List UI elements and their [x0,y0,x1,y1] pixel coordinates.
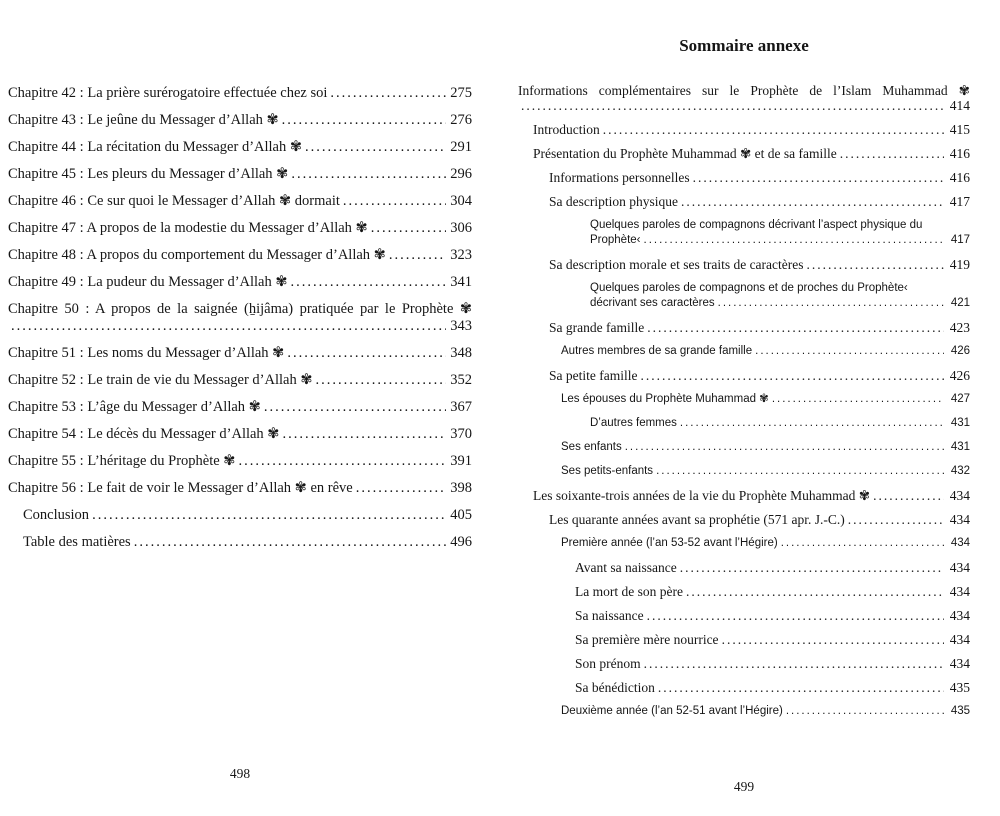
toc-entry [549,368,970,383]
toc-row [8,318,472,335]
toc-entry-label: Informations complémentaires sur le Prophète de l’Islam Muhammad ✾ [518,83,970,98]
toc-entry-page: 414 [949,98,970,113]
dot-leader [343,193,446,210]
toc-entry-label: Chapitre 45 : Les pleurs du Messager d’Allah ✾ [8,166,289,182]
toc-row [561,464,970,479]
toc-entry-page: 391 [450,453,472,469]
toc-entry [561,392,970,407]
toc-entry [575,560,970,575]
left-page [8,0,472,816]
toc-row [533,122,970,137]
toc-row [8,345,472,362]
toc-entry-label: Chapitre 49 : La pudeur du Messager d’Allah ✾ [8,274,288,290]
toc-entry [8,274,472,291]
toc-entry-page: 276 [450,112,472,128]
toc-entry-label: Conclusion [23,507,90,523]
dot-leader [848,512,944,527]
toc-entry-page: 427 [950,393,970,405]
toc-entry [561,536,970,551]
dot-leader [647,608,944,623]
toc-entry-page: 341 [450,274,472,290]
toc-entry-page: 426 [950,345,970,357]
toc-entry-label: Quelques paroles de compagnons et de proches du Prophète‹ [590,282,908,294]
toc-row [8,220,472,237]
toc-entry-label: Sa première mère nourrice [575,632,719,647]
toc-entry [549,320,970,335]
dot-leader [647,320,944,335]
dot-leader [330,85,446,102]
toc-row [590,296,970,311]
toc-entry-page: 417 [950,234,970,246]
toc-entry-page: 417 [949,194,970,209]
toc-entry-label: Chapitre 46 : Ce sur quoi le Messager d’Allah ✾ dormait [8,193,340,209]
toc-entry [8,193,472,210]
toc-entry [8,139,472,156]
toc-entry [8,247,472,264]
toc-entry-label: Quelques paroles de compagnons décrivant l’aspect physique du [590,219,923,231]
toc-row [23,534,472,551]
toc-entry [8,220,472,237]
dot-leader [722,632,944,647]
dot-leader [305,139,446,156]
dot-leader [11,318,446,335]
toc-row [549,257,970,272]
toc-entry-page: 432 [950,465,970,477]
toc-entry [8,301,472,335]
toc-entry-page: 275 [450,85,472,101]
toc-entry [549,194,970,209]
toc-entry-label: La mort de son père [575,584,683,599]
toc-row [8,166,472,183]
toc-row [575,680,970,695]
toc-entry-page: 398 [450,480,472,496]
dot-leader [840,146,944,161]
toc-entry-page: 419 [949,257,970,272]
toc-row [533,488,970,503]
toc-entry-label: Première année (l’an 53-52 avant l’Hégire) [561,537,778,549]
page-title: Sommaire annexe [679,36,809,55]
toc-entry-label: Table des matières [23,534,131,550]
toc-entry-page: 352 [450,372,472,388]
toc-row [8,112,472,129]
toc-row [575,608,970,623]
dot-leader [644,233,944,248]
dot-leader [807,257,944,272]
toc-entry-label: Son prénom [575,656,641,671]
toc-entry-label: Chapitre 43 : Le jeûne du Messager d’Allah ✾ [8,112,279,128]
dot-leader [238,453,446,470]
toc-entry [590,218,970,248]
dot-leader [656,464,944,479]
dot-leader [282,112,446,129]
toc-entry [8,345,472,362]
dot-leader [686,584,944,599]
toc-entry-label: Chapitre 54 : Le décès du Messager d’Allah ✾ [8,426,280,442]
toc-entry-label: Sa naissance [575,608,644,623]
toc-row [8,193,472,210]
toc-row [8,426,472,443]
toc-entry-page: 306 [450,220,472,236]
toc-entry-label: Ses enfants [561,441,622,453]
toc-entry-label: Chapitre 48 : A propos du comportement du Messager d’Allah ✾ [8,247,386,263]
toc-row [549,320,970,335]
dot-leader [680,560,944,575]
toc-entry [8,453,472,470]
toc-row [8,453,472,470]
dot-leader [521,98,944,113]
dot-leader [282,426,446,443]
toc-row [549,194,970,209]
toc-entry-page: 370 [450,426,472,442]
toc-entry [575,680,970,695]
toc-entry-page: 434 [949,584,970,599]
toc-entry-label: Sa description morale et ses traits de caractères [549,257,804,272]
toc-entry [8,85,472,102]
toc-entry [549,257,970,272]
toc-entry-label: Avant sa naissance [575,560,677,575]
toc-entry-page: 348 [450,345,472,361]
toc-row [575,632,970,647]
toc-entry-page: 343 [450,318,472,334]
toc-entry [575,608,970,623]
dot-leader [264,399,446,416]
toc-entry-page: 416 [949,170,970,185]
toc-entry-page: 423 [949,320,970,335]
dot-leader [781,536,944,551]
toc-entry [561,440,970,455]
dot-leader [291,274,446,291]
toc-entry [8,112,472,129]
toc-entry [590,416,970,431]
toc-entry-label: Chapitre 51 : Les noms du Messager d’Allah ✾ [8,345,285,361]
toc-entry-page: 296 [450,166,472,182]
toc-row [561,344,970,359]
toc-row [590,416,970,431]
toc-entry-label: Prophète‹ [590,234,641,246]
dot-leader [658,680,944,695]
toc-entry-label: Introduction [533,122,600,137]
toc-entry-page: 304 [450,193,472,209]
toc-entry-page: 434 [949,608,970,623]
toc-row [575,656,970,671]
toc-entry [8,399,472,416]
page-number-right: 499 [733,779,755,794]
toc-entry-label: Chapitre 55 : L’héritage du Prophète ✾ [8,453,236,469]
toc-entry-label: Autres membres de sa grande famille [561,345,753,357]
dot-leader [315,372,446,389]
toc-entry-label: Sa grande famille [549,320,645,335]
toc-entry [533,146,970,161]
toc-entry-page: 431 [950,441,970,453]
dot-leader [680,416,944,431]
toc-entry [549,512,970,527]
dot-leader [287,345,446,362]
toc-row [561,704,970,719]
toc-entry-label: Chapitre 53 : L’âge du Messager d’Allah ✾ [8,399,261,415]
toc-entry [8,480,472,497]
dot-leader [134,534,446,551]
toc-entry [8,372,472,389]
dot-leader [755,344,944,359]
toc-entry [575,584,970,599]
dot-leader [640,368,944,383]
dot-leader [92,507,446,524]
toc-row [8,399,472,416]
toc-row [549,512,970,527]
toc-entry-page: 291 [450,139,472,155]
dot-leader [718,296,944,311]
toc-entry-page: 435 [950,705,970,717]
dot-leader [603,122,944,137]
toc-entry [23,507,472,524]
toc-entry [590,281,970,311]
dot-leader [625,440,944,455]
toc-row [8,372,472,389]
toc-entry-page: 434 [949,560,970,575]
toc-entry-label: Chapitre 42 : La prière surérogatoire effectuée chez soi [8,85,328,101]
toc-entry-label: D’autres femmes [590,417,677,429]
toc-row [575,560,970,575]
right-page [518,0,970,816]
toc-entry-page: 435 [949,680,970,695]
toc-entry [561,464,970,479]
toc-entry-label: Informations personnelles [549,170,690,185]
dot-leader [644,656,944,671]
toc-entry [561,704,970,719]
toc-entry [23,534,472,551]
toc-entry [533,122,970,137]
right-toc-list [518,83,970,719]
toc-entry-label: Chapitre 44 : La récitation du Messager d’Allah ✾ [8,139,303,155]
toc-row [575,584,970,599]
toc-row [561,392,970,407]
toc-entry-label: Ses petits-enfants [561,465,654,477]
toc-entry [518,83,970,113]
dot-leader [693,170,944,185]
toc-entry-label: Les épouses du Prophète Muhammad ✾ [561,393,769,405]
toc-entry-page: 434 [949,512,970,527]
toc-entry-page: 367 [450,399,472,415]
toc-row [8,247,472,264]
toc-row [561,536,970,551]
dot-leader [371,220,446,237]
toc-entry-page: 434 [950,537,970,549]
toc-row [590,233,970,248]
dot-leader [389,247,446,264]
toc-entry-label: Chapitre 56 : Le fait de voir le Messager d’Allah ✾ en rêve [8,480,353,496]
toc-entry [575,632,970,647]
left-toc-list [8,85,472,551]
toc-entry-label: Chapitre 50 : A propos de la saignée (ẖijâma) pratiquée par le Prophète ✾ [8,301,472,317]
dot-leader [772,392,944,407]
toc-entry-label: Chapitre 52 : Le train de vie du Messager d’Allah ✾ [8,372,313,388]
toc-row [561,440,970,455]
dot-leader [873,488,944,503]
toc-entry-page: 426 [949,368,970,383]
toc-entry-label: Les soixante-trois années de la vie du Prophète Muhammad ✾ [533,488,871,503]
toc-row [549,368,970,383]
toc-entry-page: 421 [950,297,970,309]
toc-entry-page: 431 [950,417,970,429]
toc-entry [561,344,970,359]
toc-entry-page: 434 [949,488,970,503]
toc-entry-page: 405 [450,507,472,523]
toc-entry-page: 415 [949,122,970,137]
toc-row [8,274,472,291]
dot-leader [291,166,446,183]
toc-entry-label: Sa petite famille [549,368,638,383]
toc-entry-page: 323 [450,247,472,263]
toc-row [518,98,970,113]
toc-entry-label: Présentation du Prophète Muhammad ✾ et de sa famille [533,146,837,161]
dot-leader [786,704,944,719]
toc-entry-page: 434 [949,656,970,671]
toc-entry-label: Sa description physique [549,194,678,209]
toc-entry-label: décrivant ses caractères [590,297,715,309]
toc-entry [575,656,970,671]
toc-row [8,85,472,102]
toc-row [8,139,472,156]
toc-row [549,170,970,185]
toc-entry [549,170,970,185]
toc-row [23,507,472,524]
toc-entry-page: 496 [450,534,472,550]
toc-entry-label: Les quarante années avant sa prophétie (571 apr. J.-C.) [549,512,845,527]
toc-entry [8,166,472,183]
toc-entry [533,488,970,503]
toc-entry-label: Sa bénédiction [575,680,655,695]
page-number-left: 498 [229,766,251,781]
dot-leader [356,480,446,497]
toc-entry-page: 434 [949,632,970,647]
toc-entry [8,426,472,443]
toc-row [533,146,970,161]
toc-entry-page: 416 [949,146,970,161]
toc-entry-label: Chapitre 47 : A propos de la modestie du Messager d’Allah ✾ [8,220,368,236]
toc-row [8,480,472,497]
toc-entry-label: Deuxième année (l’an 52-51 avant l’Hégire) [561,705,783,717]
dot-leader [681,194,944,209]
